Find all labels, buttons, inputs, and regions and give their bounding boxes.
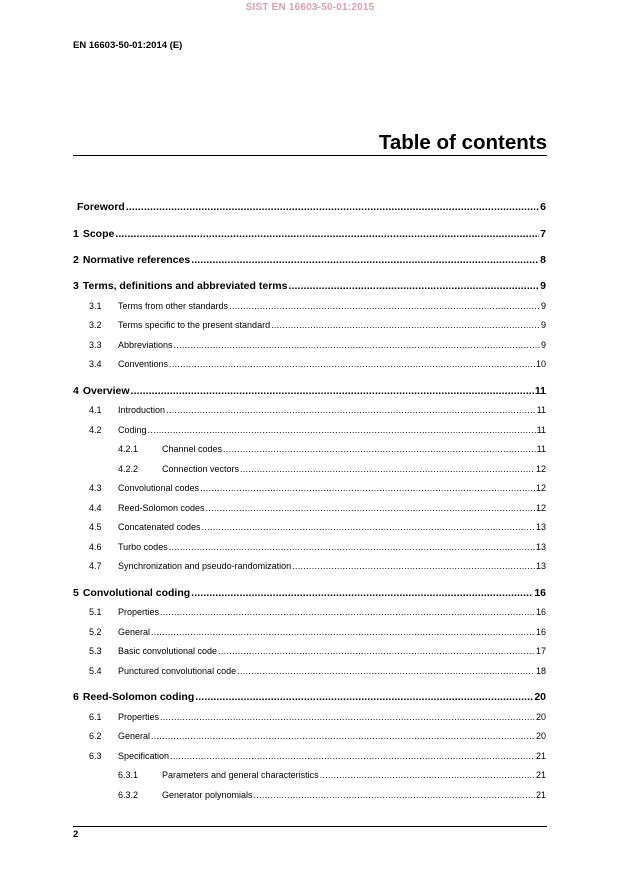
toc-entry-4-3[interactable] [89, 483, 546, 493]
toc-leader-dots [200, 483, 535, 493]
toc-entry-page: 16 [534, 587, 546, 599]
toc-entry-number: 5 [73, 587, 79, 599]
toc-entry-title: Terms specific to the present standard [118, 320, 271, 330]
toc-entry-title: Overview [82, 385, 130, 397]
toc-entry-foreword[interactable] [73, 201, 546, 213]
toc-entry-3-3[interactable] [89, 340, 546, 350]
toc-entry-title: Terms, definitions and abbreviated terms [82, 280, 288, 292]
toc-entry-6-2[interactable] [89, 731, 546, 741]
toc-entry-number: 5.3 [89, 646, 102, 656]
toc-entry-title: Synchronization and pseudo-randomization [118, 561, 292, 571]
toc-entry-6-1[interactable] [89, 712, 546, 722]
toc-leader-dots [218, 646, 535, 656]
toc-entry-title: General [118, 731, 151, 741]
toc-entry-6-3-1[interactable] [118, 770, 546, 780]
toc-entry-page: 12 [535, 464, 546, 474]
toc-leader-dots [191, 254, 539, 266]
toc-entry-page: 21 [535, 751, 546, 761]
toc-entry-5-2[interactable] [89, 627, 546, 637]
toc-entry-page: 17 [535, 646, 546, 656]
toc-leader-dots [160, 607, 535, 617]
toc-entry-5[interactable] [73, 587, 546, 599]
toc-entry-page: 6 [540, 201, 546, 213]
toc-leader-dots [202, 522, 535, 532]
toc-entry-number: 3.2 [89, 320, 102, 330]
toc-leader-dots [151, 731, 535, 741]
toc-entry-title: Foreword [77, 201, 125, 213]
toc-entry-page: 11 [534, 385, 546, 397]
toc-leader-dots [240, 464, 535, 474]
toc-leader-dots [254, 790, 535, 800]
toc-entry-page: 12 [535, 483, 546, 493]
toc-entry-number: 6.3.1 [118, 770, 139, 780]
toc-entry-title: Scope [82, 228, 115, 240]
toc-entry-6-3[interactable] [89, 751, 546, 761]
toc-entry-title: Terms from other standards [118, 301, 229, 311]
toc-entry-title: Properties [118, 607, 160, 617]
toc-leader-dots [115, 228, 539, 240]
toc-entry-title: Turbo codes [118, 542, 168, 552]
footer-rule [73, 826, 547, 827]
toc-entry-4-2-2[interactable] [118, 464, 546, 474]
toc-leader-dots [131, 385, 534, 397]
toc-entry-number: 4.6 [89, 542, 102, 552]
toc-entry-title: Properties [118, 712, 160, 722]
toc-entry-4-4[interactable] [89, 503, 546, 513]
toc-entry-title: Basic convolutional code [118, 646, 218, 656]
toc-entry-2[interactable] [73, 254, 546, 266]
toc-entry-4-2-1[interactable] [118, 444, 546, 454]
toc-entry-title: Abbreviations [118, 340, 173, 350]
toc-leader-dots [320, 770, 535, 780]
toc-entry-page: 12 [535, 503, 546, 513]
toc-entry-number: 4.2.2 [118, 464, 139, 474]
toc-leader-dots [169, 542, 535, 552]
toc-entry-4-2[interactable] [89, 425, 546, 435]
toc-entry-page: 9 [540, 320, 546, 330]
toc-leader-dots [170, 751, 535, 761]
toc-entry-title: Punctured convolutional code [118, 666, 237, 676]
toc-leader-dots [271, 320, 540, 330]
toc-entry-number: 4.1 [89, 405, 102, 415]
toc-leader-dots [229, 301, 540, 311]
toc-entry-number: 6 [73, 691, 79, 703]
toc-entry-3-1[interactable] [89, 301, 546, 311]
toc-entry-number: 5.4 [89, 666, 102, 676]
toc-entry-number: 3.3 [89, 340, 102, 350]
toc-entry-5-1[interactable] [89, 607, 546, 617]
toc-entry-number: 3 [73, 280, 79, 292]
toc-entry-1[interactable] [73, 228, 546, 240]
toc-entry-4-5[interactable] [89, 522, 546, 532]
toc-entry-title: Channel codes [162, 444, 223, 454]
toc-entry-title: Convolutional coding [82, 587, 191, 599]
toc-entry-title: Parameters and general characteristics [162, 770, 319, 780]
toc-leader-dots [191, 587, 533, 599]
toc-leader-dots [160, 712, 535, 722]
toc-entry-page: 16 [535, 607, 546, 617]
toc-leader-dots [206, 503, 535, 513]
toc-entry-5-4[interactable] [89, 666, 546, 676]
toc-entry-number: 4.7 [89, 561, 102, 571]
toc-entry-title: Introduction [118, 405, 166, 415]
toc-entry-page: 18 [535, 666, 546, 676]
document-id: EN 16603-50-01:2014 (E) [73, 40, 183, 51]
toc-entry-3-2[interactable] [89, 320, 546, 330]
toc-leader-dots [126, 201, 539, 213]
toc-entry-title: Coding [118, 425, 147, 435]
title-rule [73, 155, 547, 156]
toc-entry-4-1[interactable] [89, 405, 546, 415]
toc-entry-page: 10 [535, 359, 546, 369]
toc-entry-page: 11 [536, 425, 546, 435]
toc-entry-number: 4 [73, 385, 79, 397]
toc-entry-title: Reed-Solomon coding [82, 691, 195, 703]
toc-entry-6-3-2[interactable] [118, 790, 546, 800]
toc-entry-3-4[interactable] [89, 359, 546, 369]
toc-leader-dots [195, 691, 533, 703]
toc-entry-4[interactable] [73, 385, 546, 397]
toc-entry-number: 6.3.2 [118, 790, 139, 800]
toc-entry-title: Conventions [118, 359, 169, 369]
page-title: Table of contents [378, 131, 547, 154]
toc-entry-4-6[interactable] [89, 542, 546, 552]
toc-entry-number: 5.1 [89, 607, 102, 617]
toc-entry-title: Reed-Solomon codes [118, 503, 205, 513]
toc-leader-dots [288, 280, 539, 292]
toc-entry-4-7[interactable] [89, 561, 546, 571]
toc-entry-title: Specification [118, 751, 170, 761]
toc-entry-page: 13 [535, 561, 546, 571]
toc-entry-title: Generator polynomials [162, 790, 253, 800]
toc-entry-number: 1 [73, 228, 79, 240]
toc-entry-number: 4.5 [89, 522, 102, 532]
toc-leader-dots [148, 425, 536, 435]
toc-leader-dots [237, 666, 535, 676]
toc-entry-page: 11 [536, 444, 546, 454]
toc-entry-page: 21 [535, 770, 546, 780]
toc-entry-title: Concatenated codes [118, 522, 201, 532]
toc-entry-number: 6.2 [89, 731, 102, 741]
toc-entry-page: 9 [540, 340, 546, 350]
toc-entry-page: 11 [536, 405, 546, 415]
toc-entry-page: 13 [535, 542, 546, 552]
toc-entry-title: Convolutional codes [118, 483, 200, 493]
toc-entry-3[interactable] [73, 280, 546, 292]
toc-leader-dots [169, 359, 535, 369]
toc-leader-dots [151, 627, 535, 637]
toc-entry-number: 6.3 [89, 751, 102, 761]
toc-entry-page: 9 [540, 280, 546, 292]
page-number: 2 [73, 829, 79, 840]
toc-leader-dots [292, 561, 535, 571]
toc-entry-title: Connection vectors [162, 464, 240, 474]
toc-entry-page: 16 [535, 627, 546, 637]
toc-leader-dots [223, 444, 536, 454]
toc-entry-page: 13 [535, 522, 546, 532]
toc-entry-page: 20 [534, 691, 546, 703]
toc-entry-page: 20 [535, 731, 546, 741]
toc-entry-page: 21 [535, 790, 546, 800]
toc-entry-page: 20 [535, 712, 546, 722]
toc-leader-dots [166, 405, 536, 415]
toc-entry-5-3[interactable] [89, 646, 546, 656]
toc-entry-number: 4.2.1 [118, 444, 139, 454]
toc-entry-number: 4.2 [89, 425, 102, 435]
watermark: SIST EN 16603-50-01:2015 [245, 2, 375, 13]
toc-entry-page: 8 [540, 254, 546, 266]
toc-entry-6[interactable] [73, 691, 546, 703]
toc-entry-number: 4.3 [89, 483, 102, 493]
toc-entry-page: 7 [540, 228, 546, 240]
toc-entry-title: Normative references [82, 254, 191, 266]
toc-leader-dots [174, 340, 540, 350]
toc-entry-number: 6.1 [89, 712, 102, 722]
toc-entry-number: 4.4 [89, 503, 102, 513]
toc-entry-number: 3.4 [89, 359, 102, 369]
toc-entry-title: General [118, 627, 151, 637]
toc-entry-number: 3.1 [89, 301, 102, 311]
toc-entry-number: 5.2 [89, 627, 102, 637]
toc-entry-page: 9 [540, 301, 546, 311]
toc-entry-number: 2 [73, 254, 79, 266]
